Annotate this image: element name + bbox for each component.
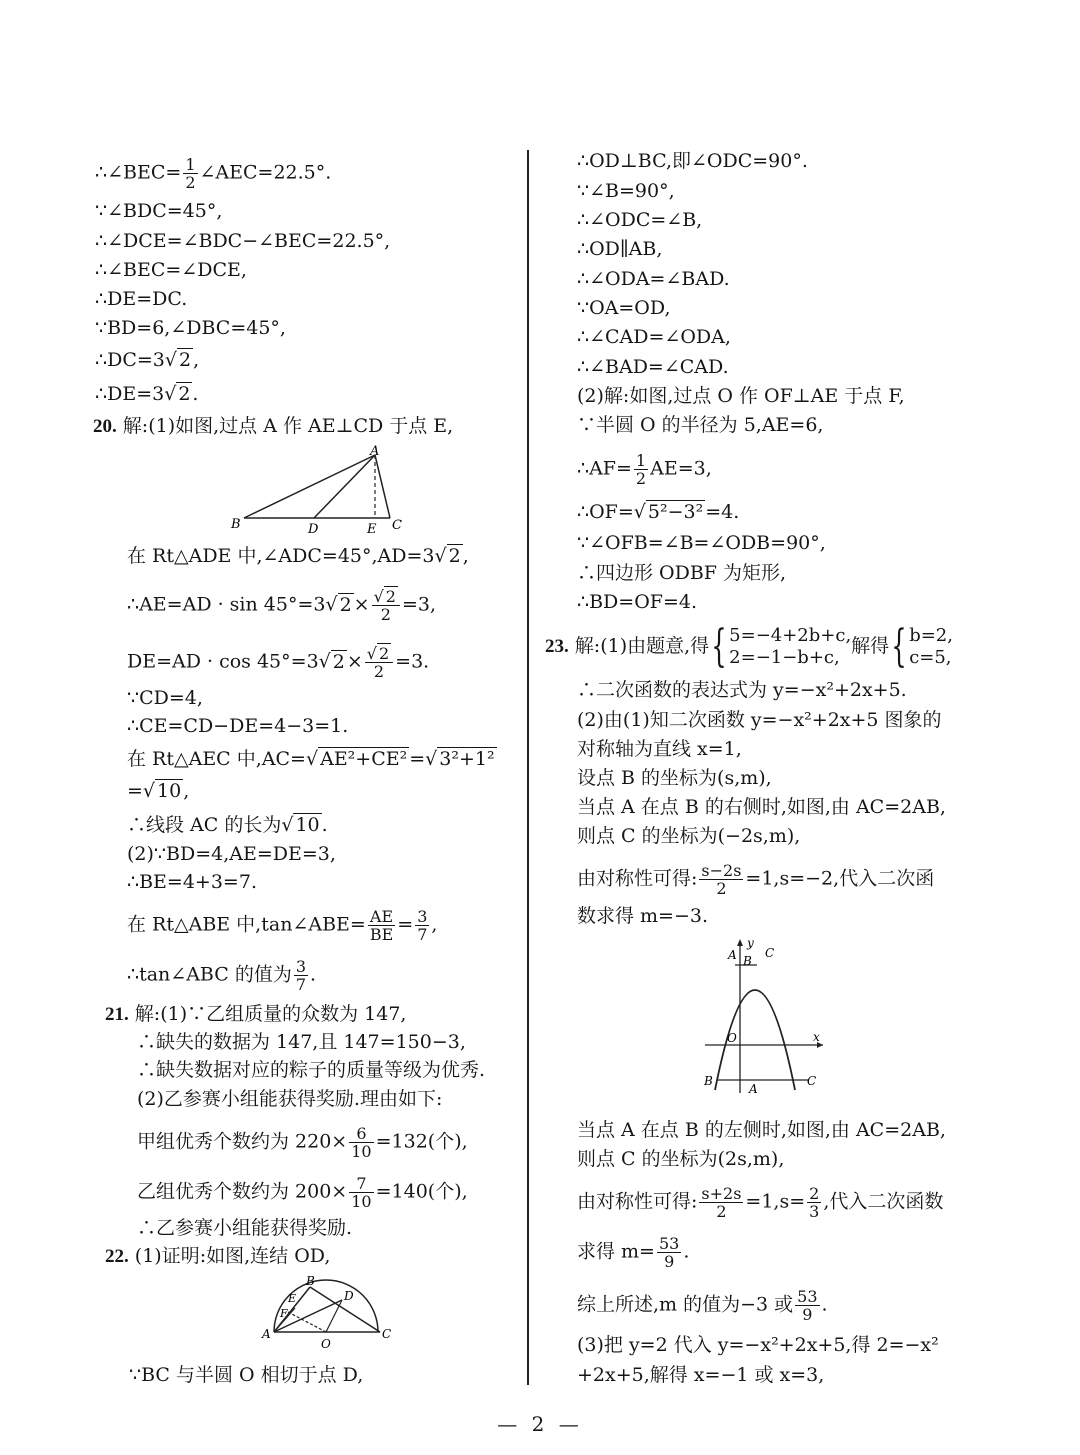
text-line: 在 Rt△ABE 中,tan∠ABE= $\frac{AE}{BE}$ = $\frac{3}{7}$ , <box>127 907 438 944</box>
fraction: $\frac{√ 2}{2}$ <box>365 645 393 680</box>
fraction: $\frac{7}{10}$ <box>351 1174 372 1211</box>
text: ∴∠BEC= <box>95 161 182 184</box>
text-line: 由对称性可得: $\frac{s+2s}{2}$ =1,s= $\frac{2}{3}$ ,代入二次函数 <box>577 1184 944 1221</box>
text-line: ∴∠ODC=∠B, <box>577 209 703 231</box>
fraction: $\frac{2}{3}$ <box>809 1184 820 1221</box>
segment-OD <box>326 1300 342 1332</box>
text-line: ∴乙参赛小组能获得奖励. <box>137 1217 353 1239</box>
text-line: +2x+5,解得 x=−1 或 x=3, <box>577 1364 825 1386</box>
text-line: 在 Rt△AEC 中,AC=√ AE²+CE² =√ 3²+1² <box>127 748 495 770</box>
text-line: ∵∠OFB=∠B=∠ODB=90°, <box>577 532 826 554</box>
label-y: y <box>747 936 754 950</box>
question-number: 23. <box>545 636 569 657</box>
text-line: 数求得 m=−3. <box>577 905 709 927</box>
text-line: ∴AE=AD · sin 45°=3√ 2 × $\frac{√ 2}{2}$ =3, <box>127 587 437 624</box>
fraction: $\frac{3}{7}$ <box>417 907 428 944</box>
fraction: $\frac{53}{9}$ <box>658 1234 680 1271</box>
text-line: (2)乙参赛小组能获得奖励.理由如下: <box>137 1088 443 1110</box>
question-number: 22. <box>105 1246 129 1267</box>
label-O: O <box>727 1031 737 1045</box>
text-line: ∴线段 AC 的长为√ 10 . <box>127 814 328 836</box>
text-line: 甲组优秀个数约为 220× $\frac{6}{10}$ =132(个), <box>137 1124 468 1161</box>
text-line: (2)∵BD=4,AE=DE=3, <box>127 843 336 865</box>
text-line: ∴OF=√ 5²−3² =4. <box>577 501 740 523</box>
text-line: ∵OA=OD, <box>577 297 671 319</box>
page-number: — 2 — <box>497 1412 583 1436</box>
segment-AD <box>314 455 375 518</box>
text-line: 在 Rt△ADE 中,∠ADC=45°,AD=3√ 2 , <box>127 545 469 567</box>
text-line: ∴BE=4+3=7. <box>127 871 257 893</box>
text: (1)证明:如图,连结 OD, <box>134 1245 331 1267</box>
fraction: $\frac{53}{9}$ <box>797 1287 818 1324</box>
fraction: $\frac{3}{7}$ <box>295 957 307 994</box>
text-line: ∵CD=4, <box>127 687 203 709</box>
text-line: 则点 C 的坐标为(2s,m), <box>577 1148 785 1170</box>
text-line: 对称轴为直线 x=1, <box>577 738 742 760</box>
text-line: 乙组优秀个数约为 200× $\frac{7}{10}$ =140(个), <box>137 1174 468 1211</box>
question-21 <box>105 1001 406 1028</box>
label-D: D <box>308 522 319 535</box>
text-line: (2)由(1)知二次函数 y=−x²+2x+5 图象的 <box>577 709 942 731</box>
text-line: 当点 A 在点 B 的左侧时,如图,由 AC=2AB, <box>577 1119 946 1141</box>
text: 解:(1)如图,过点 A 作 AE⊥CD 于点 E, <box>122 415 454 437</box>
label-D: D <box>344 1289 354 1303</box>
label-A: A <box>262 1327 271 1341</box>
text-line: 则点 C 的坐标为(−2s,m), <box>577 825 801 847</box>
label-B-lower: B <box>704 1074 713 1088</box>
fraction: $\frac{1}{2}$ <box>635 451 647 488</box>
text-line: ∴∠BAD=∠CAD. <box>577 356 729 378</box>
label-B: B <box>231 517 241 532</box>
text-line <box>95 156 331 191</box>
text-line: ∴OD∥AB, <box>577 238 663 260</box>
text-line: ∴DC=3√ 2 , <box>95 349 200 371</box>
label-C-lower: C <box>807 1074 817 1088</box>
label-E: E <box>367 522 377 535</box>
label-B: B <box>306 1274 315 1288</box>
text-line: ∴CE=CD−DE=4−3=1. <box>127 715 349 737</box>
text-line: ∵BC 与半圆 O 相切于点 D, <box>129 1364 364 1386</box>
text-line: 由对称性可得: $\frac{s-2s}{2}$ =1,s=−2,代入二次函 <box>577 861 935 898</box>
question-number: 21. <box>105 1004 129 1025</box>
fraction: $\frac{s+2s}{2}$ <box>701 1184 742 1221</box>
text-line: ∴BD=OF=4. <box>577 591 698 613</box>
fraction: $\frac{AE}{BE}$ <box>369 907 394 944</box>
text-line: ∴∠CAD=∠ODA, <box>577 326 731 348</box>
semicircle-figure <box>260 1272 400 1362</box>
text-line: 当点 A 在点 B 的右侧时,如图,由 AC=2AB, <box>577 796 946 818</box>
label-x: x <box>813 1030 820 1044</box>
question-22 <box>105 1243 330 1270</box>
text-line: ∴缺失数据对应的粽子的质量等级为优秀. <box>137 1059 486 1081</box>
text-line: 求得 m= $\frac{53}{9}$ . <box>577 1234 690 1271</box>
question-20 <box>93 413 453 440</box>
text-line: (3)把 y=2 代入 y=−x²+2x+5,得 2=−x² <box>577 1334 939 1356</box>
text-line: ∵∠B=90°, <box>577 180 675 202</box>
fraction: $\frac{1}{2}$ <box>185 155 196 192</box>
fraction: $\frac{6}{10}$ <box>351 1124 372 1161</box>
parabola-graph <box>695 935 835 1095</box>
text-line: ∴AF= $\frac{1}{2}$ AE=3, <box>577 451 712 488</box>
text-line: ∴DE=3√ 2 . <box>95 383 199 405</box>
question-number: 20. <box>93 416 117 437</box>
text-line: =√ 10 , <box>127 780 190 802</box>
equation-system: 5=−4+2b+c, 2=−1−b+c, <box>729 625 852 668</box>
label-A: A <box>728 948 737 962</box>
question-23: 23. 解:(1)由题意,得{ 5=−4+2b+c, 2=−1−b+c, 解得{ b=2, c=5, <box>545 621 953 672</box>
text-line: ∴缺失的数据为 147,且 147=150−3, <box>137 1031 466 1053</box>
column-divider <box>527 150 529 1385</box>
text-line: ∵半圆 O 的半径为 5,AE=6, <box>577 414 824 436</box>
label-F: F <box>280 1307 288 1320</box>
text-line: ∴∠DCE=∠BDC−∠BEC=22.5°, <box>95 230 391 252</box>
label-A-lower: A <box>749 1082 758 1095</box>
text-line: 综上所述,m 的值为−3 或 $\frac{53}{9}$ . <box>577 1287 828 1324</box>
label-A: A <box>370 445 380 459</box>
text: 解:(1)∵乙组质量的众数为 147, <box>134 1003 407 1025</box>
text-line: 设点 B 的坐标为(s,m), <box>577 767 772 789</box>
text: ∠AEC=22.5°. <box>199 161 332 184</box>
text-line: ∴DE=DC. <box>95 288 188 310</box>
label-O: O <box>321 1337 331 1351</box>
label-E: E <box>288 1292 297 1305</box>
label-C: C <box>765 946 775 960</box>
triangle-figure <box>230 445 415 535</box>
label-C: C <box>382 1327 392 1341</box>
fraction: $\frac{√ 2}{2}$ <box>372 588 400 623</box>
text-line: ∴二次函数的表达式为 y=−x²+2x+5. <box>577 679 907 701</box>
equation-solution: b=2, c=5, <box>909 625 953 668</box>
text-line: DE=AD · cos 45°=3√ 2 × $\frac{√ 2}{2}$ =3. <box>127 644 430 681</box>
label-C: C <box>392 518 402 533</box>
text-line: (2)解:如图,过点 O 作 OF⊥AE 于点 F, <box>577 385 905 407</box>
text-line: ∵BD=6,∠DBC=45°, <box>95 317 286 339</box>
segment-AC <box>375 455 390 518</box>
segment-BA <box>244 455 375 518</box>
label-B: B <box>743 954 752 968</box>
text-line: ∴OD⊥BC,即∠ODC=90°. <box>577 150 808 172</box>
text-line: ∴tan∠ABC 的值为 $\frac{3}{7}$ . <box>127 957 317 994</box>
text-line: ∴四边形 ODBF 为矩形, <box>577 562 787 584</box>
text-line: ∴∠ODA=∠BAD. <box>577 268 730 290</box>
fraction: $\frac{s-2s}{2}$ <box>701 861 742 898</box>
text-line: ∵∠BDC=45°, <box>95 200 223 222</box>
text-line: ∴∠BEC=∠DCE, <box>95 259 247 281</box>
